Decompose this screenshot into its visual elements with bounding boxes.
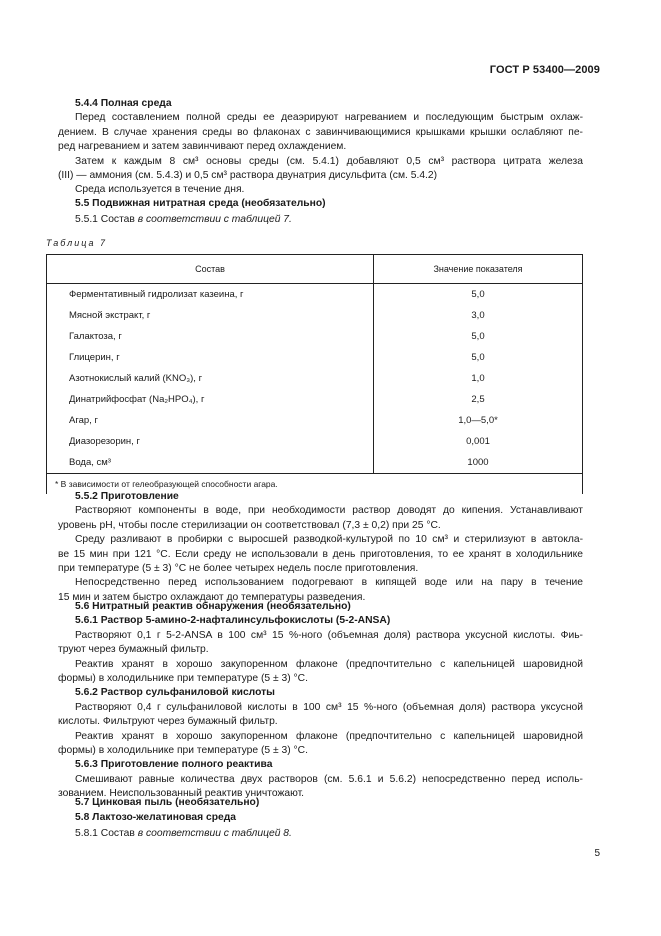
table-row <box>47 368 583 389</box>
paragraph-line: ве 15 мин при 121 °С. Если среду не использовали в день приготовления, то ее хранят в холодильнике <box>58 548 583 560</box>
cell-value: 1000 <box>374 452 583 474</box>
paragraph-line: Среду разливают в пробирки с выросшей разводкой-культурой по 10 см³ и стерилизуют в автокла- <box>75 534 583 546</box>
table-row <box>47 452 583 474</box>
cell-name: Мясной экстракт, г <box>47 305 374 326</box>
clause-number: 5.8.1 Состав <box>75 827 138 839</box>
paragraph-line: (III) — аммония (см. 5.4.3) и 0,5 см³ раствора двунатрия дисульфита (см. 5.4.2) <box>58 170 438 182</box>
paragraph-line: Растворяют 0,4 г сульфаниловой кислоты в 100 см³ 15 %-ного (объемная доля) раствора уксусной <box>75 701 583 713</box>
paragraph-line: Смешивают равные количества двух растворов (см. 5.6.1 и 5.6.2) непосредственно перед исполь- <box>75 773 583 785</box>
table-footnote: * В зависимости от гелеобразующей способности агара. <box>47 474 583 495</box>
subsection-title: 5.6.2 Раствор сульфаниловой кислоты <box>75 687 275 699</box>
table-row <box>47 389 583 410</box>
paragraph-line: Растворяют компоненты в воде, при необходимости раствор доводят до кипения. Устанавливают <box>75 505 583 517</box>
cell-value: 0,001 <box>374 431 583 452</box>
paragraph-line: Затем к каждым 8 см³ основы среды (см. 5.4.1) добавляют 0,5 см³ раствора цитрата железа <box>75 155 583 167</box>
section-5-5-2 <box>58 490 583 605</box>
section-title: 5.8 Лактозо-желатиновая среда <box>75 812 237 824</box>
cell-name: Галактоза, г <box>47 326 374 347</box>
cell-name: Диазорезорин, г <box>47 431 374 452</box>
cell-value: 2,5 <box>374 389 583 410</box>
table-row <box>47 431 583 452</box>
cell-name: Ферментативный гидролизат казеина, г <box>47 284 374 306</box>
paragraph-line: Непосредственно перед использованием подогревают в кипящей воде или на пару в течение <box>75 577 583 589</box>
table-reference: в соответствии с таблицей 8. <box>137 827 292 839</box>
cell-name: Вода, см³ <box>47 452 374 474</box>
clause-number: 5.5.1 Состав <box>75 214 138 226</box>
cell-value: 5,0 <box>374 284 583 306</box>
section-5-7-5-8 <box>58 796 583 841</box>
section-title: 5.6 Нитратный реактив обнаружения (необязательно) <box>75 601 351 612</box>
table-row <box>47 305 583 326</box>
paragraph-line: Реактив хранят в хорошо закупоренном флаконе (предпочтительно с капельницей шаровидной <box>75 730 583 742</box>
cell-value: 3,0 <box>374 305 583 326</box>
table-reference: в соответствии с таблицей 7. <box>137 214 292 226</box>
table-caption: Таблица 7 <box>46 238 108 248</box>
subsection-title: 5.6.3 Приготовление полного реактива <box>75 759 273 771</box>
paragraph-line: при температуре (5 ± 3) °С не более четырех недель после приготовления. <box>58 563 419 575</box>
paragraph-line: кислоты. Фильтруют через бумажный фильтр. <box>58 716 278 728</box>
paragraph-line: Реактив хранят в хорошо закупоренном флаконе (предпочтительно с капельницей шаровидной <box>75 658 583 670</box>
paragraph-line: ред нагреванием и затем завинчивают перед охлаждением. <box>58 141 347 153</box>
section-5-4-4 <box>58 97 583 198</box>
column-header: Значение показателя <box>374 255 583 284</box>
cell-name: Динатрийфосфат (Na₂HPO₄), г <box>47 389 374 410</box>
subsection-title: 5.6.1 Раствор 5-амино-2-нафталинсульфокислоты (5-2-ANSA) <box>75 615 391 627</box>
column-header: Состав <box>47 255 374 284</box>
cell-name: Агар, г <box>47 410 374 431</box>
table-header-row <box>47 255 583 284</box>
cell-value: 1,0 <box>374 368 583 389</box>
paragraph-line: зованием. Неиспользованный реактив уничтожают. <box>58 788 304 800</box>
table-row <box>47 410 583 431</box>
paragraph-line: формы) в холодильнике при температуре (5 ± 3) °С. <box>58 673 308 685</box>
table-row <box>47 347 583 368</box>
cell-name: Глицерин, г <box>47 347 374 368</box>
table-7 <box>46 254 583 494</box>
section-title: 5.5 Подвижная нитратная среда (необязательно) <box>75 198 326 209</box>
paragraph-line: формы) в холодильнике при температуре (5 ± 3) °С. <box>58 745 308 757</box>
page-number: 5 <box>594 848 600 859</box>
cell-value: 5,0 <box>374 347 583 368</box>
cell-value: 5,0 <box>374 326 583 347</box>
cell-value: 1,0—5,0* <box>374 410 583 431</box>
paragraph-line: Перед составлением полной среды ее деаэрируют нагреванием и последующим быстрым охлаж- <box>75 112 583 124</box>
document-id: ГОСТ Р 53400—2009 <box>489 64 600 76</box>
paragraph-line: труют через бумажный фильтр. <box>58 644 209 656</box>
table-row <box>47 284 583 306</box>
paragraph-line: 15 мин и затем быстро охлаждают до температуры разведения. <box>58 591 366 603</box>
section-5-6 <box>58 600 583 802</box>
section-title: 5.4.4 Полная среда <box>75 98 172 109</box>
table-row <box>47 326 583 347</box>
section-5-5 <box>58 197 583 228</box>
paragraph-line: Растворяют 0,1 г 5-2-ANSA в 100 см³ 15 %-ного (объемная доля) раствора уксусной кислоты. Фиь- <box>75 629 583 641</box>
paragraph-line: уровень pH, чтобы после стерилизации он соответствовал (7,3 ± 0,2) при 25 °С. <box>58 519 441 531</box>
section-title: 5.5.2 Приготовление <box>75 491 179 502</box>
paragraph-line <box>58 827 583 841</box>
paragraph-line <box>58 213 583 227</box>
paragraph-line: дением. В случае хранения среды во флаконах с завинчивающимися крышками крышки ослабляют пе- <box>58 126 583 138</box>
section-title: 5.7 Цинковая пыль (необязательно) <box>75 797 260 808</box>
cell-name: Азотнокислый калий (KNO₃), г <box>47 368 374 389</box>
paragraph-line: Среда используется в течение дня. <box>75 184 245 196</box>
